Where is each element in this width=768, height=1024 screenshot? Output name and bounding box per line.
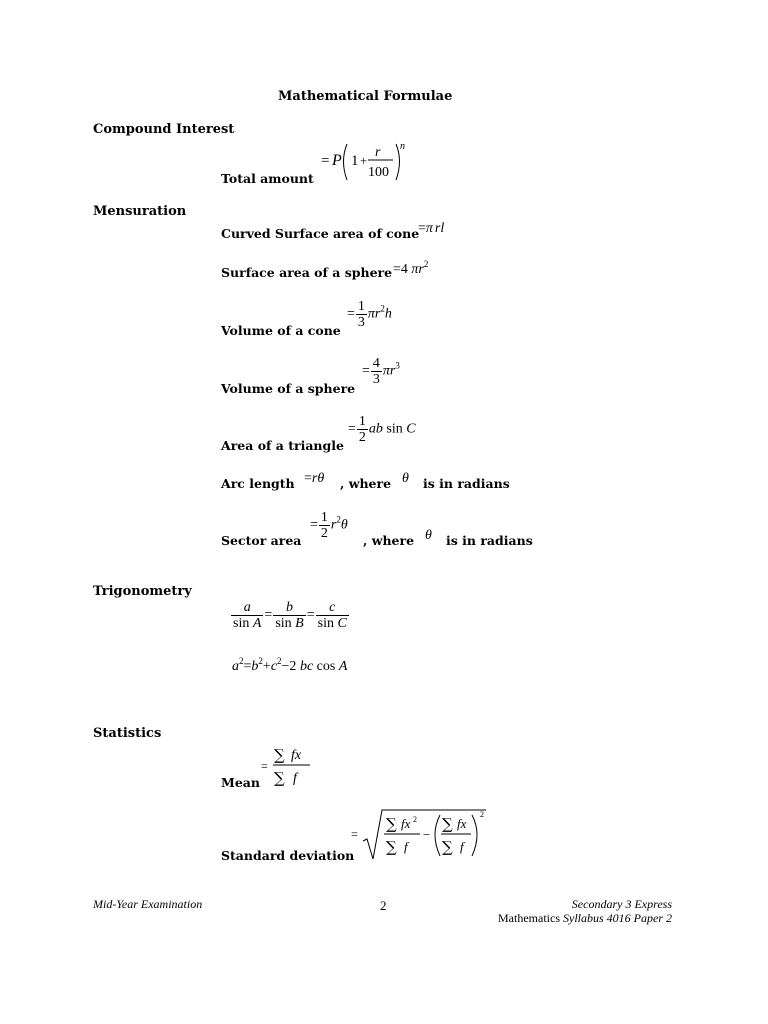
mean-label: Mean: [221, 775, 260, 790]
footer-course: Secondary 3 Express: [571, 897, 672, 911]
triangle-area-formula: = $\frac{1}{2}$ ab sin C: [348, 414, 416, 445]
svg-text:fx: fx: [291, 748, 302, 763]
sd-formula: [350, 806, 490, 866]
compound-interest-heading: Compound Interest: [93, 122, 235, 137]
svg-text:r: r: [375, 145, 381, 160]
footer-left: [93, 897, 202, 912]
compound-interest-formula-svg: [320, 136, 410, 186]
sd-label: Standard deviation: [221, 848, 355, 863]
footer-syllabus: Syllabus 4016 Paper 2: [563, 911, 672, 925]
cosine-rule-formula: $a^2=b^2+c^2-2$ bc cos A: [232, 656, 348, 674]
cone-volume-formula: = $\frac{1}{3}$ $\pi r^2h$: [347, 299, 392, 330]
svg-text:=: =: [261, 759, 268, 773]
page-number: 2: [380, 898, 387, 913]
page-title: Mathematical Formulae: [278, 89, 453, 104]
sector-area-formula: = $\frac{1}{2}$ $r^2\theta$: [310, 510, 348, 541]
sector-theta-symbol: θ: [425, 528, 432, 543]
svg-text:fx: fx: [457, 816, 467, 831]
footer-subject: Mathematics: [498, 911, 563, 925]
svg-text:∑: ∑: [442, 838, 453, 856]
sector-radians-text: is in radians: [446, 533, 533, 548]
mean-formula-svg: [260, 742, 330, 790]
svg-text:P: P: [332, 152, 342, 169]
triangle-area-label: Area of a triangle: [221, 438, 344, 453]
svg-text:100: 100: [368, 165, 389, 180]
curved-surface-formula: =π rl: [418, 221, 445, 236]
arc-length-formula: =rθ: [304, 471, 325, 486]
svg-text:2: 2: [480, 810, 484, 819]
svg-text:∑: ∑: [274, 746, 285, 764]
sector-where-text: , where: [363, 533, 415, 548]
arc-radians-text: is in radians: [423, 476, 510, 491]
svg-text:∑: ∑: [386, 838, 397, 856]
arc-where-text: , where: [340, 476, 392, 491]
svg-text:∑: ∑: [386, 815, 397, 833]
mensuration-heading: Mensuration: [93, 204, 187, 219]
svg-text:+: +: [360, 153, 368, 168]
arc-length-label: Arc length: [221, 476, 295, 491]
sd-formula-svg: [350, 806, 490, 862]
svg-text:1: 1: [351, 153, 359, 169]
footer-right-line1: [572, 897, 672, 912]
svg-text:∑: ∑: [274, 769, 285, 787]
arc-theta-symbol: θ: [402, 471, 409, 486]
total-amount-label: Total amount: [221, 171, 314, 186]
sphere-surface-label: Surface area of a sphere: [221, 265, 393, 280]
svg-text:=: =: [321, 153, 330, 169]
sector-area-label: Sector area: [221, 533, 302, 548]
mean-formula: [260, 742, 330, 794]
svg-text:f: f: [460, 839, 464, 854]
svg-text:fx: fx: [401, 816, 411, 831]
sine-rule-formula: $\frac{a}{\text{sin A}}$ = $\frac{b}{\text{sin B}}$ = $\frac{c}{\text{sin C}}$: [233, 600, 347, 631]
svg-text:−: −: [423, 827, 431, 842]
svg-text:∑: ∑: [442, 815, 453, 833]
sphere-volume-label: Volume of a sphere: [221, 381, 356, 396]
trigonometry-heading: Trigonometry: [93, 584, 192, 599]
curved-surface-label: Curved Surface area of cone: [221, 226, 420, 241]
svg-text:f: f: [404, 839, 408, 854]
compound-interest-formula: [320, 136, 410, 190]
svg-text:=: =: [351, 827, 358, 841]
svg-text:f: f: [293, 771, 297, 786]
footer-exam-name: Mid-Year Examination: [93, 897, 203, 911]
sphere-surface-formula: =4 $\pi r^2$: [393, 259, 429, 277]
sphere-volume-formula: = $\frac{4}{3}$ $\pi r^3$: [362, 356, 400, 387]
footer-right-line2: [498, 911, 672, 926]
cone-volume-label: Volume of a cone: [221, 323, 341, 338]
svg-text:n: n: [400, 141, 405, 152]
svg-text:2: 2: [413, 815, 417, 824]
statistics-heading: Statistics: [93, 726, 162, 741]
